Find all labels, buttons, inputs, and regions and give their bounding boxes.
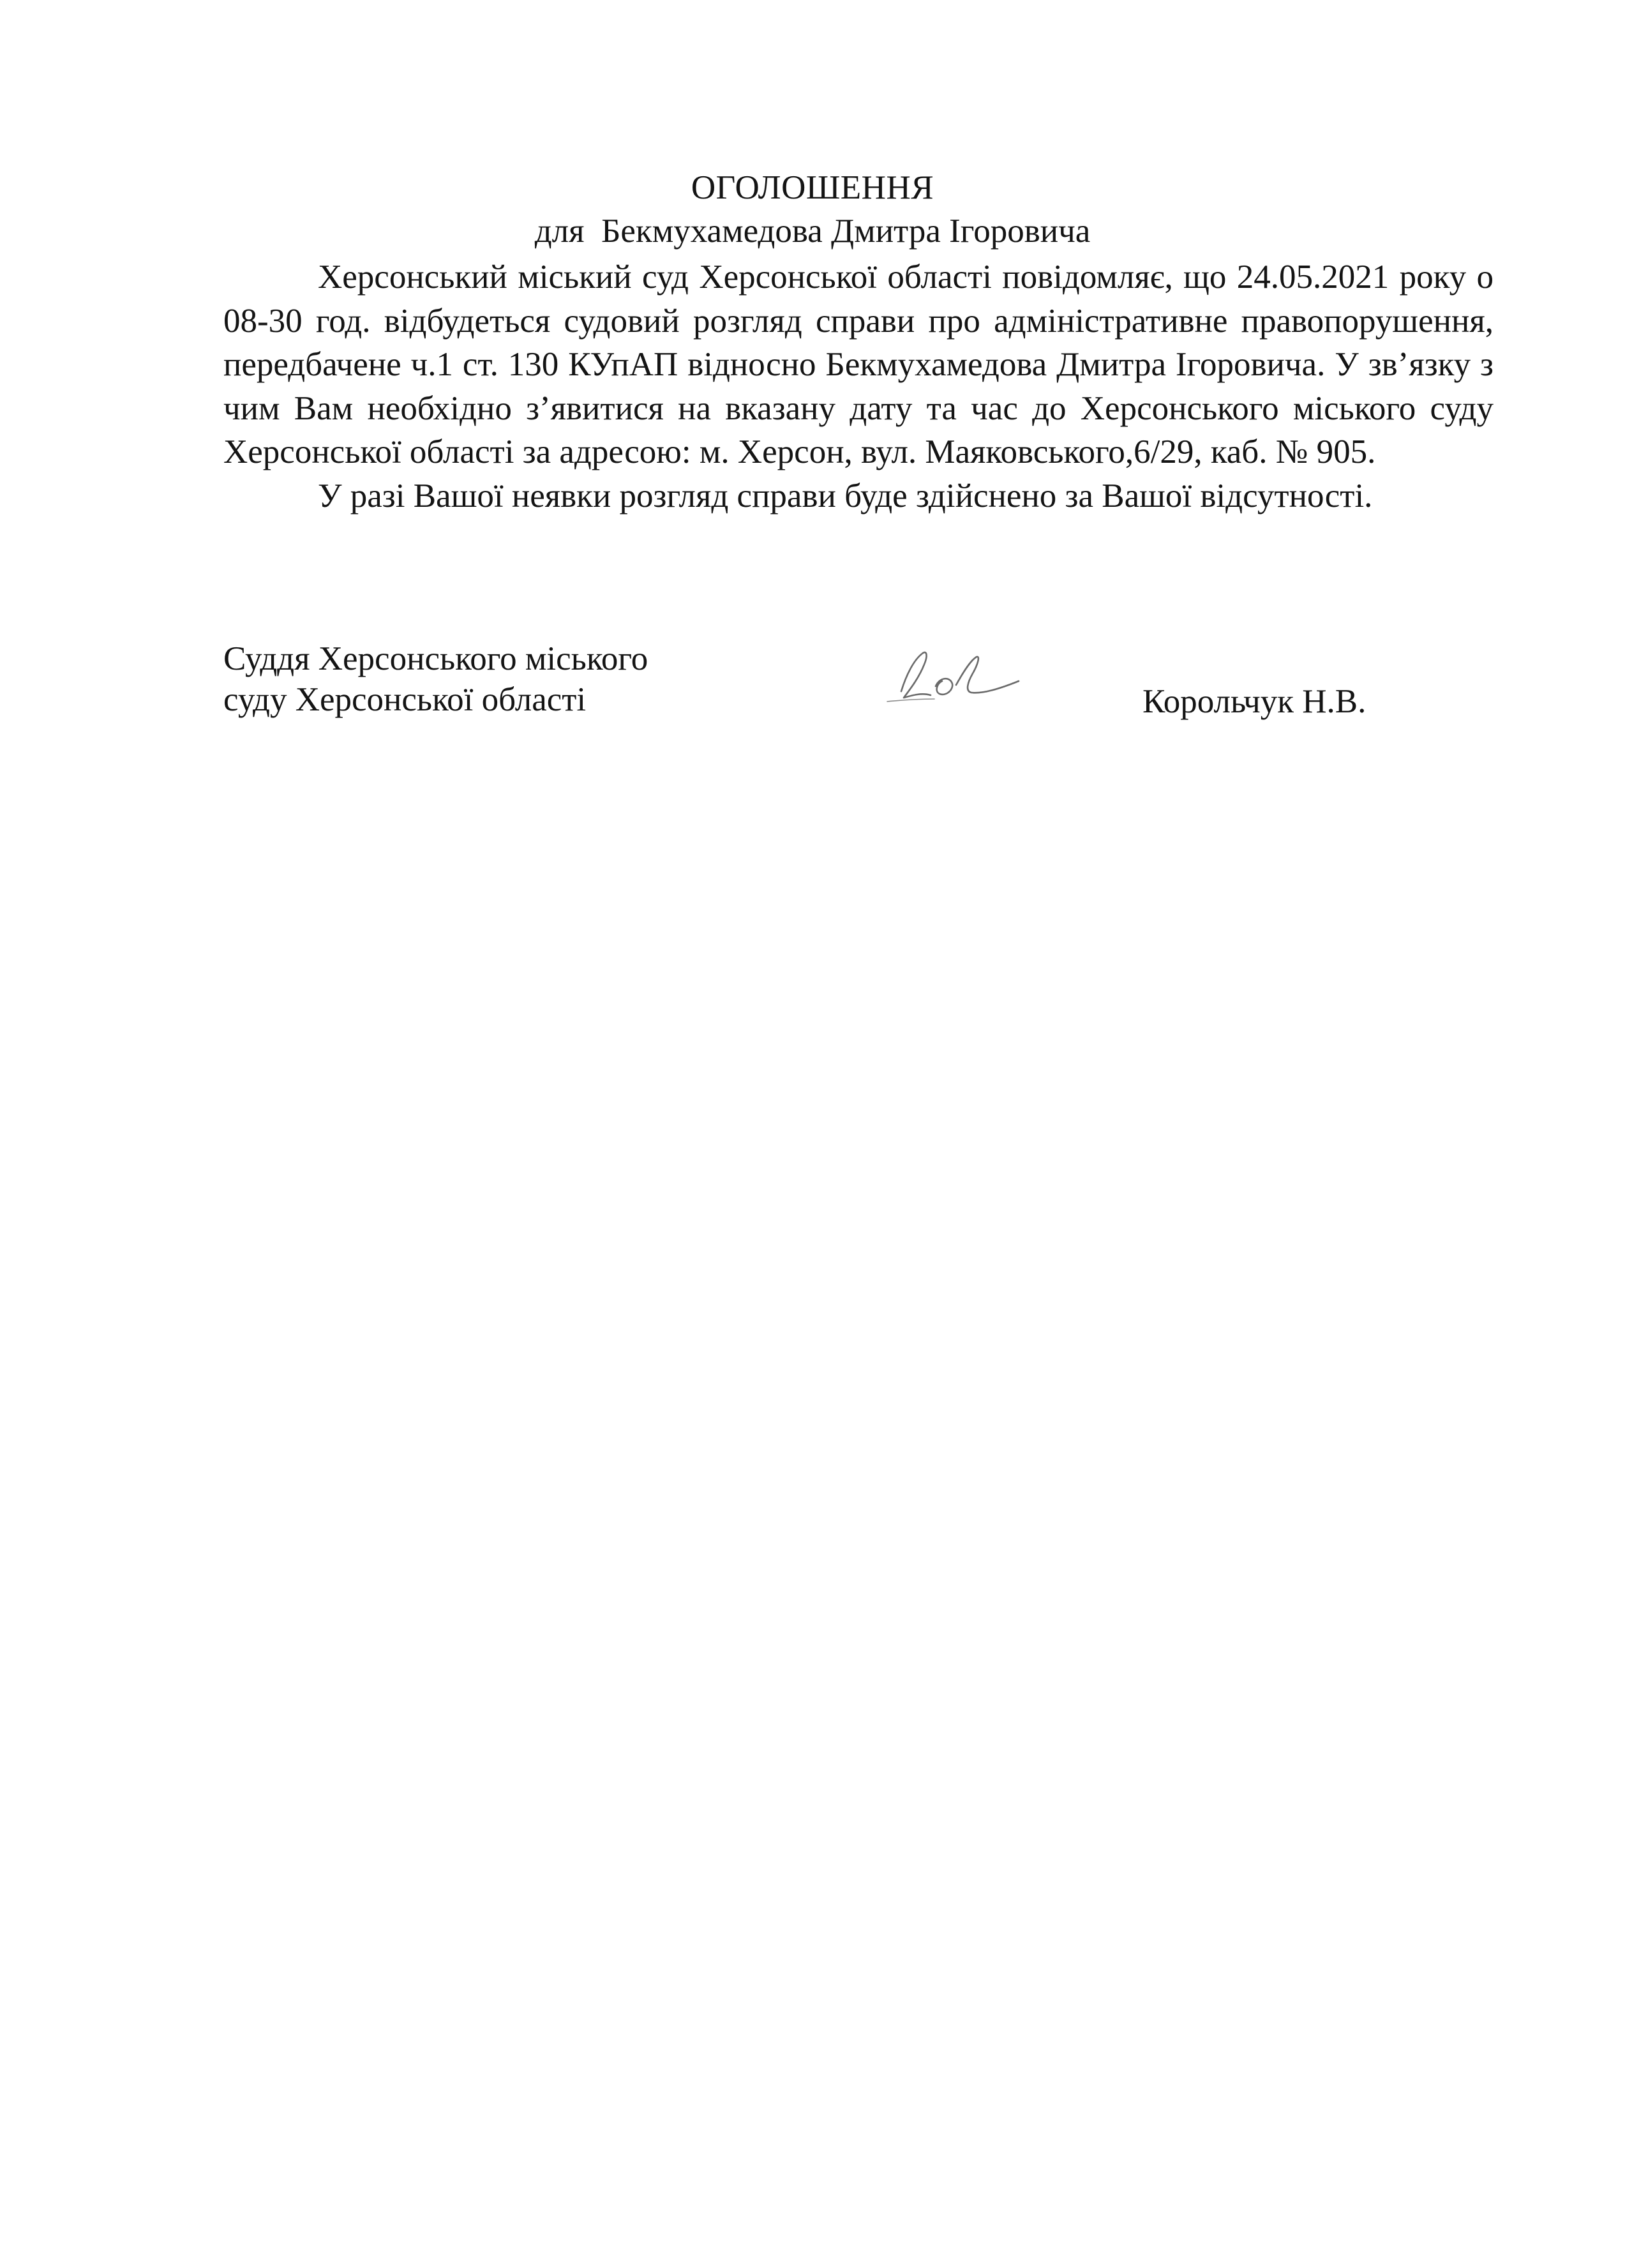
handwritten-signature xyxy=(881,642,1040,712)
judge-name: Корольчук Н.В. xyxy=(1142,683,1367,720)
document-subtitle: для Бекмухамедова Дмитра Ігоровича xyxy=(534,213,1091,250)
judge-position-line-2: суду Херсонської області xyxy=(223,681,587,718)
judge-position xyxy=(223,638,648,720)
document-body xyxy=(223,255,1494,518)
judge-position-line-1: Суддя Херсонського міського xyxy=(223,640,648,677)
body-paragraph-absence: У разі Вашої неявки розгляд справи буде здійснено за Вашої відсутності. xyxy=(318,477,1373,514)
document-title: ОГОЛОШЕННЯ xyxy=(691,169,934,206)
body-paragraph-notice: Херсонський міський суд Херсонської області повідомляє, що 24.05.2021 року о 08-30 год. відбудеться судовий розгляд справи про адміністративне правопорушення, передбачене ч.1 ст. 130 КУпАП відносно Бекмухамедова Дмитра Ігоровича. У зв’язку з чим Вам необхідно з’явитися на вказану дату та час до Херсонського міського суду Херсонської області за адресою: м. Херсон, вул. Маяковського,6/29, каб. № 905. xyxy=(223,259,1494,470)
